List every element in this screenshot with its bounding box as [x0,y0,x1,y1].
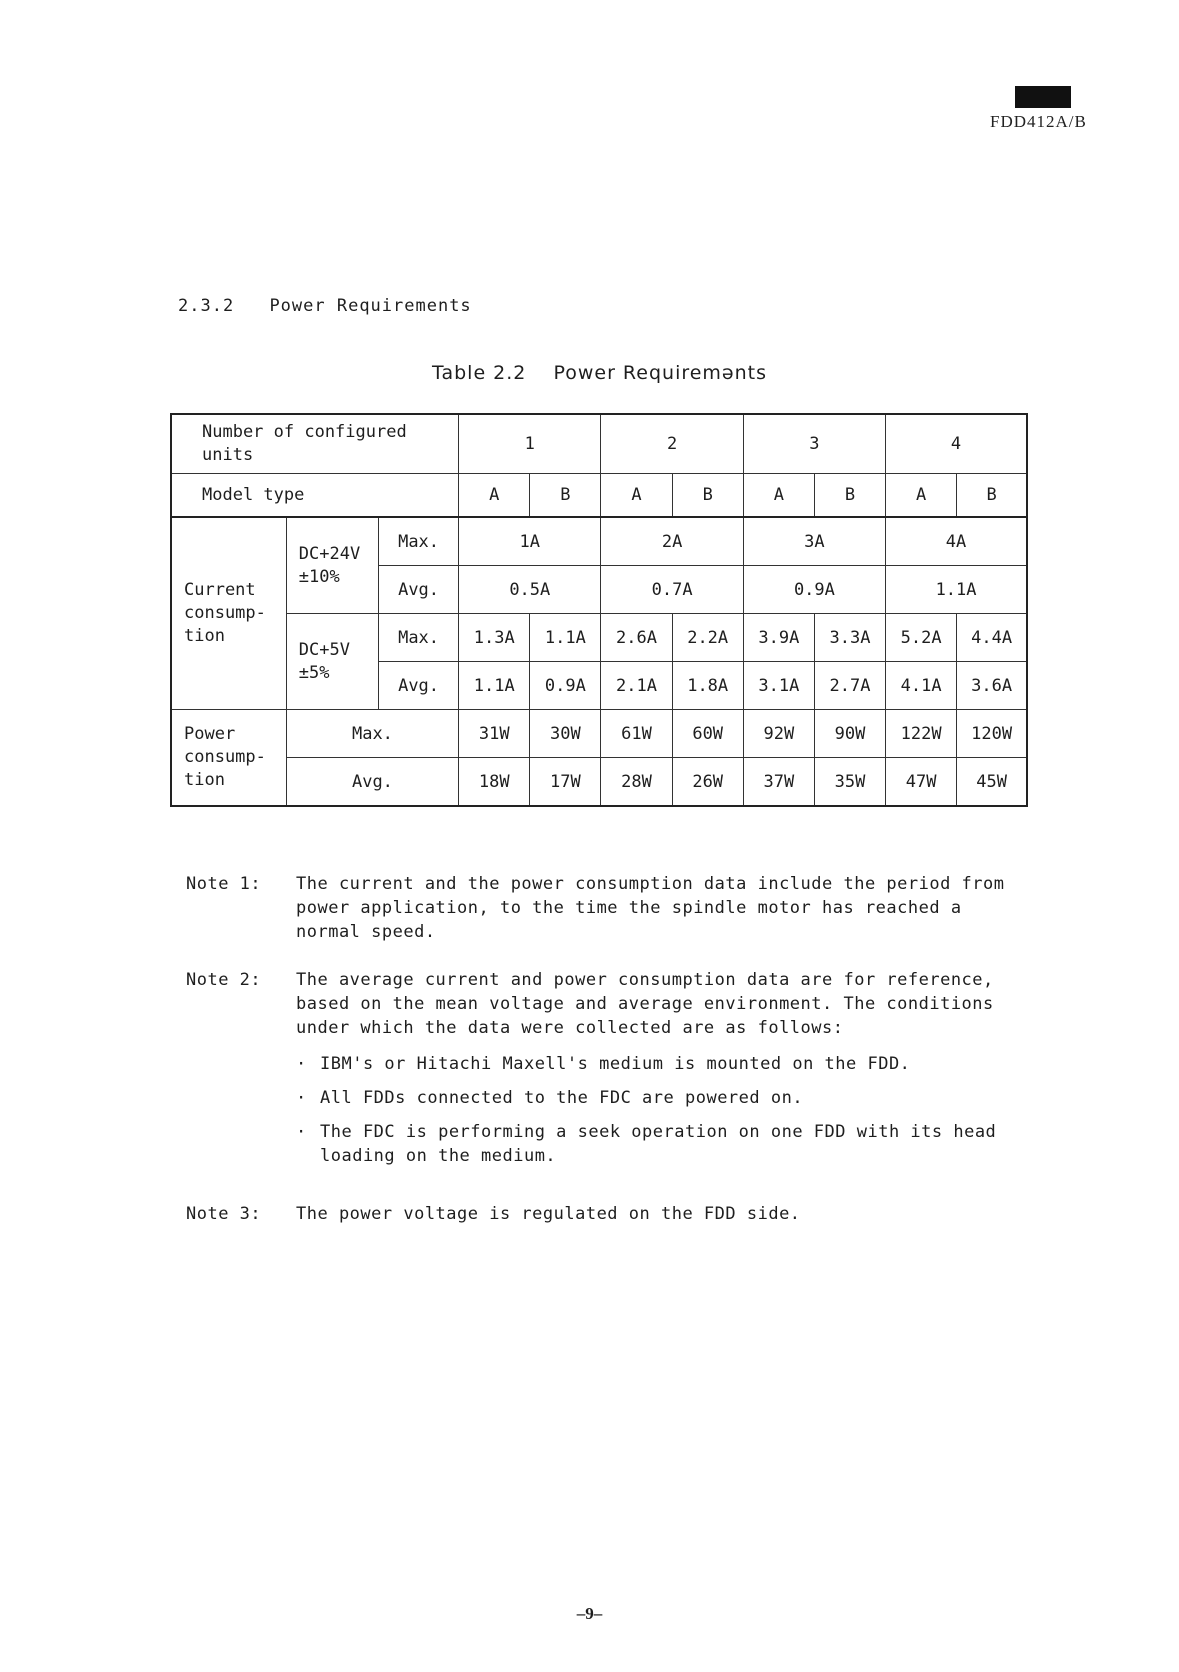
model-cell: A [886,474,957,518]
model-cell: B [957,474,1027,518]
power-max-cell: 120W [957,710,1027,758]
section-number: 2.3.2 [178,296,235,316]
list-item: · All FDDs connected to the FDC are powered on. [296,1088,804,1108]
max-label: Max. [286,710,458,758]
model-cell: B [814,474,885,518]
unit-cell: 1 [459,414,601,474]
dc5-max-cell: 2.6A [601,614,672,662]
dc5-max-cell: 2.2A [672,614,743,662]
note-label: Note 2: [186,970,262,990]
dc24-max-cell: 4A [886,517,1027,566]
power-max-cell: 122W [886,710,957,758]
unit-cell: 2 [601,414,743,474]
dc5-avg-cell: 2.7A [814,662,885,710]
power-max-cell: 30W [530,710,601,758]
power-avg-cell: 35W [814,758,885,807]
dc5-avg-cell: 0.9A [530,662,601,710]
dc24-avg-cell: 1.1A [886,566,1027,614]
dc5-max-row [171,614,1027,662]
dc24-max-cell: 1A [459,517,601,566]
notes-section [186,872,1036,1250]
power-max-cell: 61W [601,710,672,758]
model-cell: A [743,474,814,518]
dc24-avg-cell: 0.5A [459,566,601,614]
power-max-cell: 92W [743,710,814,758]
dc5-max-cell: 1.1A [530,614,601,662]
current-consumption-label: Current consump-tion [171,517,286,710]
avg-label: Avg. [378,662,458,710]
page-number: –9– [576,1604,603,1623]
power-requirements-table [170,413,1028,807]
power-max-row [171,710,1027,758]
list-item-text: IBM's or Hitachi Maxell's medium is mounted on the FDD. [320,1054,911,1074]
max-label: Max. [378,517,458,566]
model-cell: B [530,474,601,518]
dc24-max-cell: 3A [743,517,885,566]
units-label: Number of configured units [171,414,459,474]
table-number: Table 2.2 [432,362,527,384]
note-3 [186,1202,1036,1226]
section-title: Power Requirements [269,296,472,316]
note-text: The average current and power consumption data are for reference, based on the mean voltage and average environment. The conditions under which the data were collected are as follows: [296,970,994,1038]
model-cell: B [672,474,743,518]
power-avg-row [171,758,1027,807]
power-avg-cell: 37W [743,758,814,807]
list-item-text: The FDC is performing a seek operation on one FDD with its head loading on the medium. [320,1122,997,1166]
dc5-avg-cell: 3.1A [743,662,814,710]
dc24-label: DC+24V ±10% [286,517,378,614]
dc5-max-cell: 1.3A [459,614,530,662]
table-caption [432,362,767,384]
power-avg-cell: 47W [886,758,957,807]
units-row [171,414,1027,474]
list-item: · The FDC is performing a seek operation on one FDD with its head loading on the medium. [296,1120,1036,1168]
power-avg-cell: 45W [957,758,1027,807]
power-avg-cell: 18W [459,758,530,807]
list-item-text: All FDDs connected to the FDC are powered on. [320,1088,804,1108]
dc5-max-cell: 5.2A [886,614,957,662]
unit-cell: 4 [886,414,1027,474]
dc5-avg-cell: 4.1A [886,662,957,710]
dc24-avg-cell: 0.7A [601,566,743,614]
model-cell: A [601,474,672,518]
dc5-avg-cell: 1.1A [459,662,530,710]
section-heading [178,296,472,316]
power-max-cell: 90W [814,710,885,758]
unit-cell: 3 [743,414,885,474]
note-label: Note 1: [186,874,262,894]
power-avg-cell: 17W [530,758,601,807]
power-avg-cell: 26W [672,758,743,807]
max-label: Max. [378,614,458,662]
document-id: FDD412A/B [990,112,1087,131]
power-consumption-label: Power consump-tion [171,710,286,807]
list-item: · IBM's or Hitachi Maxell's medium is mounted on the FDD. [296,1054,911,1074]
avg-label: Avg. [286,758,458,807]
model-cell: A [459,474,530,518]
dc24-max-cell: 2A [601,517,743,566]
dc5-max-cell: 3.9A [743,614,814,662]
model-row [171,474,1027,518]
dc24-avg-cell: 0.9A [743,566,885,614]
dc5-avg-cell: 1.8A [672,662,743,710]
model-label: Model type [171,474,459,518]
power-max-cell: 60W [672,710,743,758]
dc24-max-row [171,517,1027,566]
power-avg-cell: 28W [601,758,672,807]
dc5-avg-cell: 3.6A [957,662,1027,710]
note-text: The current and the power consumption data include the period from power application, to the time the spindle motor has reached a normal speed. [296,874,1005,942]
conditions-list [296,1052,1036,1168]
note-2 [186,968,1036,1178]
dc5-max-cell: 4.4A [957,614,1027,662]
note-text: The power voltage is regulated on the FDD side. [296,1204,801,1224]
dc5-max-cell: 3.3A [814,614,885,662]
header-black-block [1015,86,1071,108]
avg-label: Avg. [378,566,458,614]
table-title: Power Requiremənts [553,362,768,384]
dc5-label: DC+5V ±5% [286,614,378,710]
power-max-cell: 31W [459,710,530,758]
dc5-avg-cell: 2.1A [601,662,672,710]
note-label: Note 3: [186,1204,262,1224]
note-1 [186,872,1036,944]
